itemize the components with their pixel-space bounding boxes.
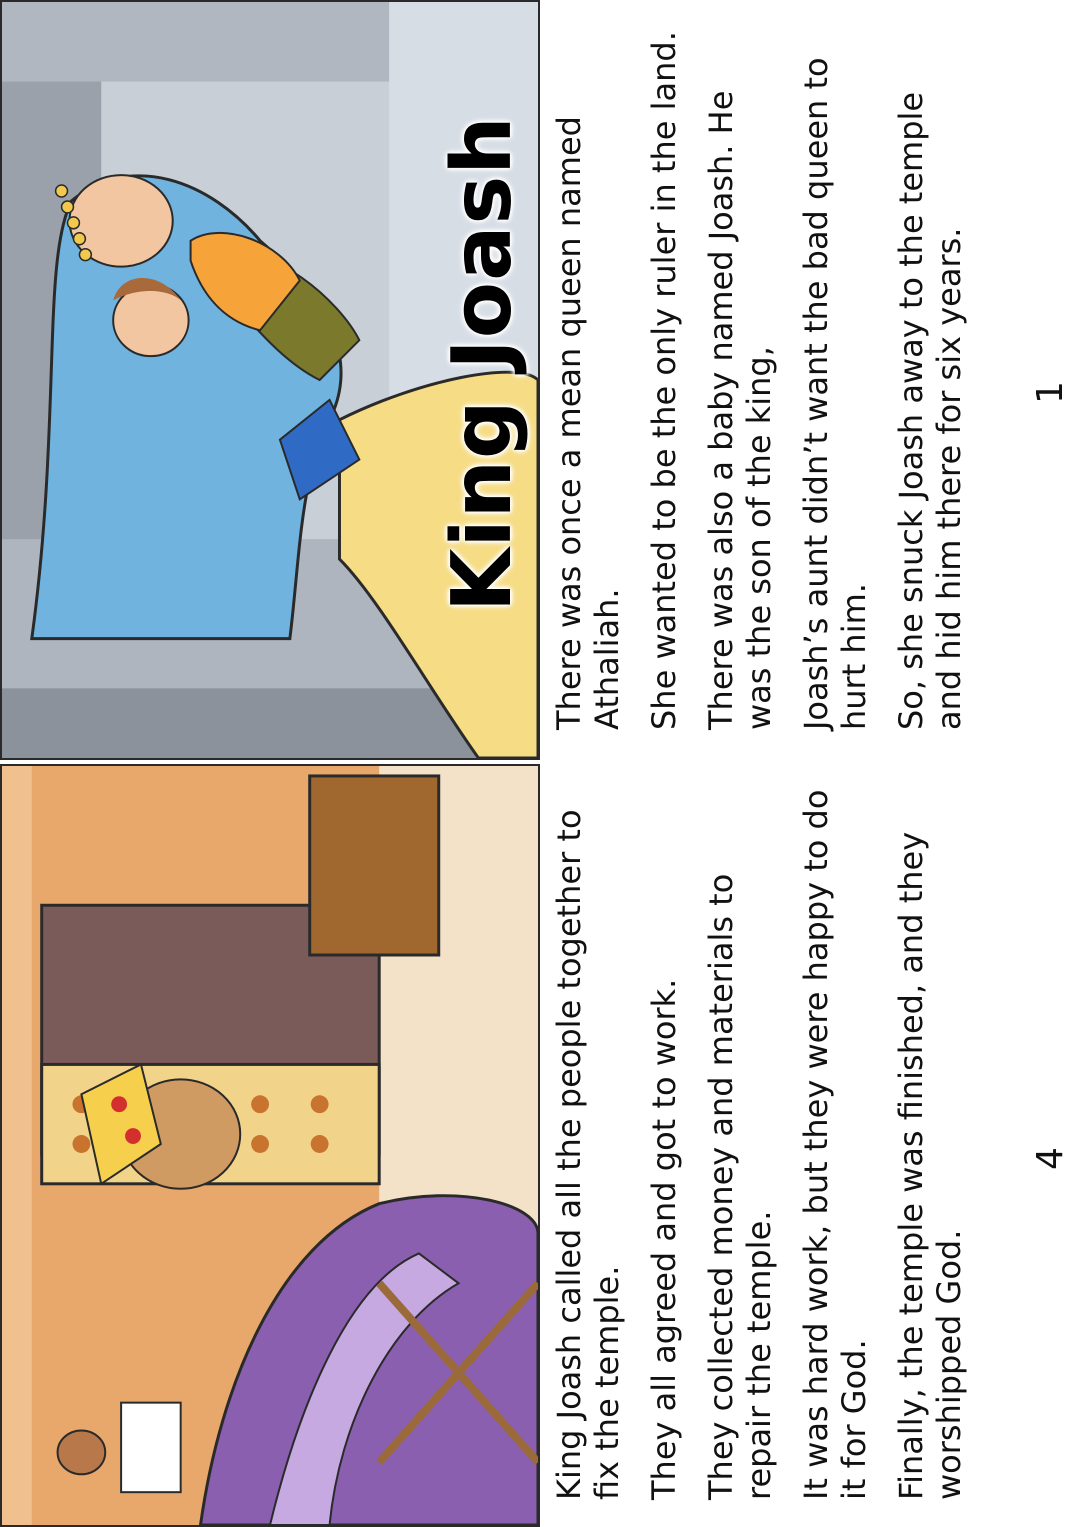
story-paragraph: They collected money and materials to repair the temple. — [702, 873, 778, 1500]
story-paragraph: She wanted to be the only ruler in the land. — [645, 31, 683, 730]
story-paragraph: Joash’s aunt didn’t want the bad queen to hurt him. — [797, 57, 873, 730]
king-in-temple-illustration — [0, 764, 540, 1527]
story-paragraph: There was once a mean queen named Athaliah. — [550, 116, 626, 730]
story-paragraph: Finally, the temple was finished, and they worshipped God. — [892, 831, 968, 1500]
story-paragraph: It was hard work, but they were happy to do it for God. — [797, 789, 873, 1500]
story-paragraph: They all agreed and got to work. — [645, 978, 683, 1500]
story-paragraph: King Joash called all the people together to fix the temple. — [550, 809, 626, 1500]
story-paragraph: So, she snuck Joash away to the temple and hid him there for six years. — [892, 91, 968, 730]
page-number: 4 — [1030, 1147, 1071, 1170]
story-text-page-1 — [550, 30, 987, 730]
book-title: King Joash — [435, 115, 530, 612]
page-number: 1 — [1030, 381, 1071, 404]
story-text-page-4 — [550, 780, 987, 1500]
story-paragraph: There was also a baby named Joash. He was the son of the king, — [702, 90, 778, 730]
